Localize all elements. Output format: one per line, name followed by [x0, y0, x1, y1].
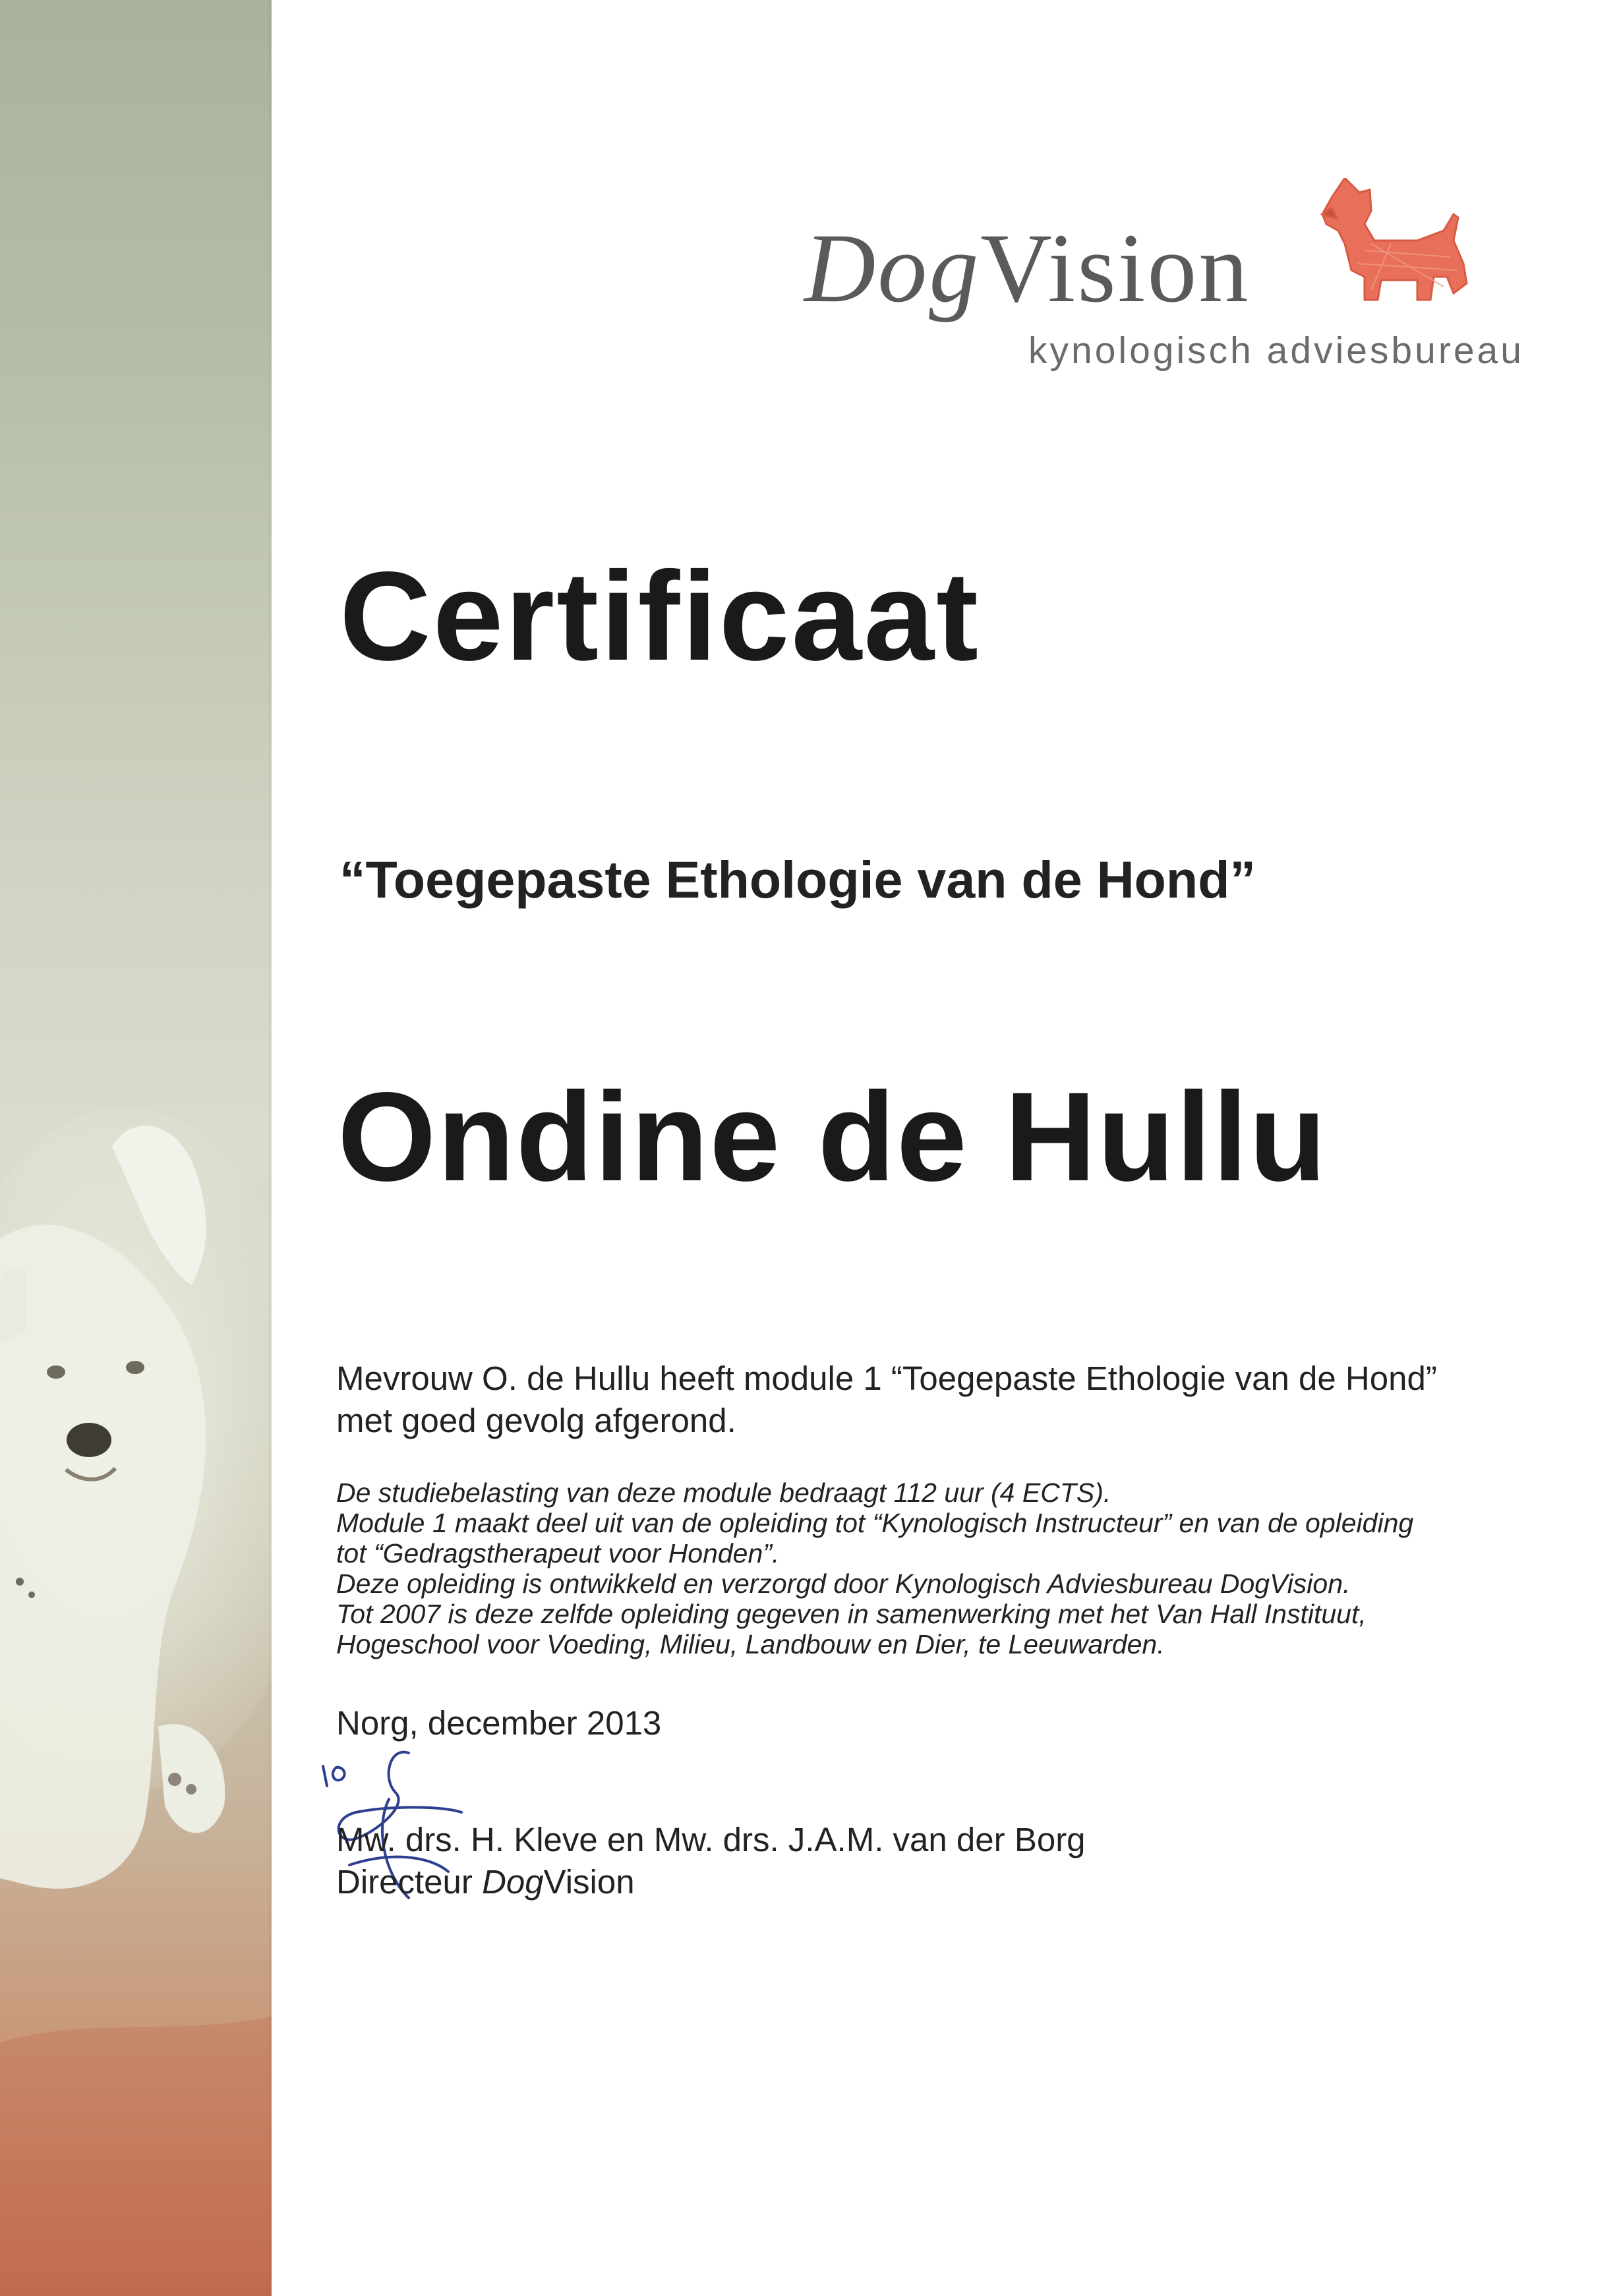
statement-line: Mevrouw O. de Hullu heeft module 1 “Toegepaste Ethologie van de Hond”	[336, 1360, 1437, 1397]
logo-word-vision: Vision	[980, 214, 1251, 323]
details-line: Hogeschool voor Voeding, Milieu, Landbouw en Dier, te Leeuwarden.	[336, 1629, 1165, 1659]
statement-line: met goed gevolg afgerond.	[336, 1402, 736, 1439]
dogvision-logo	[778, 178, 1524, 389]
logo-word-dog: Dog	[804, 214, 981, 323]
details-line: Module 1 maakt deel uit van de opleiding tot “Kynologisch Instructeur” en van de opleiding	[336, 1508, 1414, 1538]
signatory-role	[336, 1861, 1086, 1903]
details-line: Deze opleiding is ontwikkeld en verzorgd door Kynologisch Adviesbureau DogVision.	[336, 1568, 1351, 1599]
details-line: De studiebelasting van deze module bedraagt 112 uur (4 ECTS).	[336, 1478, 1111, 1508]
logo-wordmark	[804, 214, 1251, 323]
course-name: “Toegepaste Ethologie van de Hond”	[339, 850, 1256, 909]
certificate-title: Certificaat	[339, 545, 980, 687]
decorative-side-band	[0, 0, 272, 2296]
terrier-dog-icon	[1318, 178, 1470, 310]
recipient-name: Ondine de Hullu	[338, 1066, 1328, 1207]
place-date: Norg, december 2013	[336, 1704, 662, 1742]
running-dog-photo	[0, 0, 272, 2296]
signatories	[336, 1819, 1086, 1903]
logo-tagline: kynologisch adviesbureau	[1028, 330, 1524, 372]
role-prefix: Directeur	[336, 1863, 483, 1901]
band-edge-shadow	[269, 0, 272, 2296]
details-line: tot “Gedragstherapeut voor Honden”.	[336, 1538, 780, 1568]
completion-statement	[336, 1358, 1437, 1442]
course-details	[336, 1478, 1413, 1659]
role-org-rest: Vision	[543, 1863, 635, 1901]
signatory-names: Mw. drs. H. Kleve en Mw. drs. J.A.M. van der Borg	[336, 1821, 1086, 1858]
role-org-italic: Dog	[482, 1863, 544, 1901]
details-line: Tot 2007 is deze zelfde opleiding gegeven in samenwerking met het Van Hall Instituut,	[336, 1599, 1367, 1629]
